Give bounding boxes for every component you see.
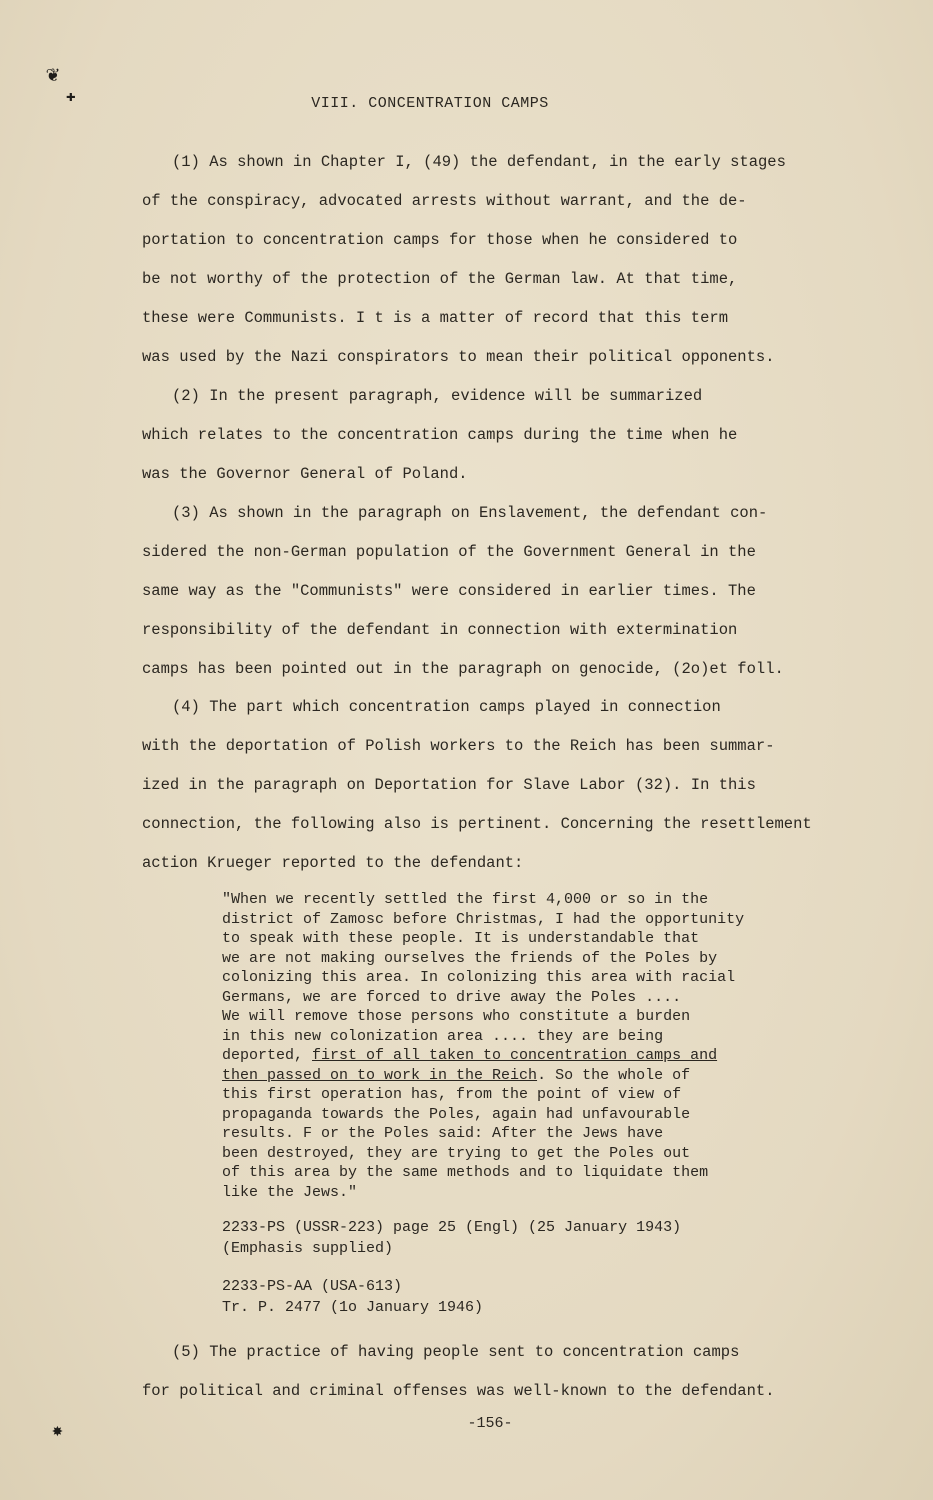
quote-line: this first operation has, from the point of view of <box>222 1086 682 1103</box>
text-line: camps has been pointed out in the paragraph on genocide, (2o)et foll. <box>142 660 784 678</box>
quote-line: like the Jews." <box>222 1183 358 1201</box>
text-line: was used by the Nazi conspirators to mean their political opponents. <box>142 348 775 366</box>
quote-line: been destroyed, they are trying to get the Poles out <box>222 1144 691 1162</box>
quote-text: deported, <box>222 1047 313 1064</box>
citation-line: 2233-PS (USSR-223) page 25 (Engl) (25 January 1943) <box>222 1219 682 1236</box>
citation-1 <box>222 1217 681 1259</box>
quote-line: Germans, we are forced to drive away the Poles .... <box>222 988 682 1006</box>
text-line: ized in the paragraph on Deportation for Slave Labor (32). In this <box>142 776 756 794</box>
text-line: was the Governor General of Poland. <box>142 465 468 483</box>
quote-line: we are not making ourselves the friends of the Poles by <box>222 949 718 967</box>
quote-line: in this new colonization area .... they are being <box>222 1027 664 1045</box>
citation-line: (Emphasis supplied) <box>222 1240 394 1257</box>
quote-text: . So the whole of <box>537 1066 691 1084</box>
page-number: -156- <box>467 1415 513 1432</box>
text-line: these were Communists. I t is a matter of record that this term <box>142 309 728 327</box>
ink-mark-cross: ✚ <box>66 88 76 106</box>
text-line: sidered the non-German population of the Government General in the <box>142 543 756 561</box>
text-line: connection, the following also is pertinent. Concerning the resettlement <box>142 815 812 833</box>
citation-line: 2233-PS-AA (USA-613) <box>222 1278 403 1295</box>
text-line: portation to concentration camps for those when he considered to <box>142 231 738 249</box>
quote-emphasis: first of all taken to concentration camps and <box>312 1047 718 1064</box>
quote-line: propaganda towards the Poles, again had unfavourable <box>222 1105 691 1123</box>
paragraph-3 <box>142 494 842 689</box>
text-line: which relates to the concentration camps during the time when he <box>142 426 738 444</box>
quote-emphasis: then passed on to work in the Reich <box>222 1066 538 1084</box>
quote-line: of this area by the same methods and to liquidate them <box>222 1164 709 1181</box>
ink-mark-bottom: ✸ <box>52 1422 63 1442</box>
paragraph-5 <box>142 1333 842 1411</box>
ink-mark-top: ❦ <box>46 63 60 88</box>
quote-line: to speak with these people. It is understandable that <box>222 930 700 947</box>
text-line: for political and criminal offenses was well-known to the defendant. <box>142 1382 775 1400</box>
quote-line <box>222 1066 802 1086</box>
text-line: (1) As shown in Chapter I, (49) the defendant, in the early stages <box>172 153 786 171</box>
text-line: responsibility of the defendant in connection with extermination <box>142 621 738 639</box>
quote-line: district of Zamosc before Christmas, I had the opportunity <box>222 910 745 928</box>
quote-line: "When we recently settled the first 4,000 or so in the <box>222 891 709 908</box>
text-line: be not worthy of the protection of the German law. At that time, <box>142 270 738 288</box>
paragraph-1 <box>142 143 842 377</box>
text-line: with the deportation of Polish workers to the Reich has been summar- <box>142 737 775 755</box>
paragraph-2 <box>142 377 842 494</box>
text-line: of the conspiracy, advocated arrests without warrant, and the de- <box>142 192 747 210</box>
quote-line: We will remove those persons who constitute a burden <box>222 1008 691 1025</box>
citation-line: Tr. P. 2477 (1o January 1946) <box>222 1299 484 1316</box>
quote-line <box>222 1046 802 1066</box>
text-line: action Krueger reported to the defendant: <box>142 854 524 872</box>
paragraph-4 <box>142 688 842 883</box>
text-line: (3) As shown in the paragraph on Enslavement, the defendant con- <box>172 504 768 522</box>
citation-2 <box>222 1276 483 1318</box>
text-line: (5) The practice of having people sent to concentration camps <box>172 1343 740 1361</box>
text-line: same way as the "Communists" were considered in earlier times. The <box>142 582 756 600</box>
block-quote <box>222 890 802 1202</box>
quote-line: results. F or the Poles said: After the Jews have <box>222 1125 664 1142</box>
page-title: VIII. CONCENTRATION CAMPS <box>311 95 549 112</box>
quote-line: colonizing this area. In colonizing this area with racial <box>222 969 736 986</box>
text-line: (2) In the present paragraph, evidence will be summarized <box>172 387 703 405</box>
text-line: (4) The part which concentration camps played in connection <box>172 698 721 716</box>
